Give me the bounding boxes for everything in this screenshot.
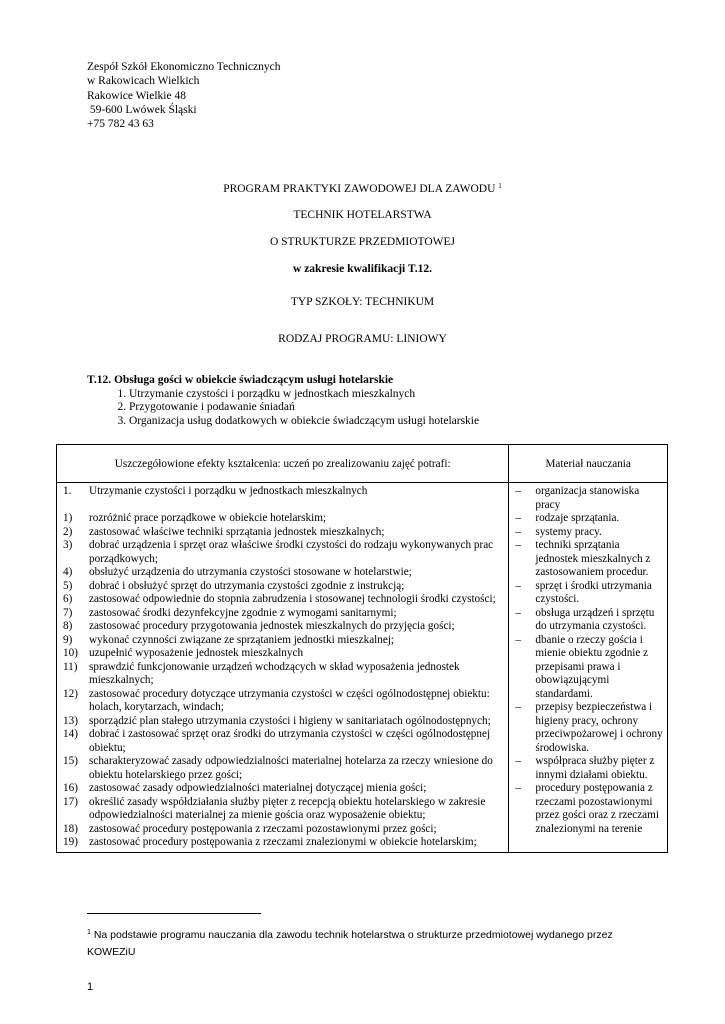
material-dash: – bbox=[515, 755, 521, 767]
footnote-text: Na podstawie programu nauczania dla zawodu technik hotelarstwa o strukturze przedmiotowej wydanego przez KOWEZiU bbox=[87, 929, 613, 958]
material-text: organizacja stanowiska pracy bbox=[535, 485, 640, 511]
section-list-item: 1. Utrzymanie czystości i porządku w jednostkach mieszkalnych bbox=[129, 388, 479, 402]
outcome-text: zastosować procedury dotyczące utrzymania czystości w części ogólnodostępnej obiektu: holach, korytarzach, windach; bbox=[89, 687, 490, 713]
profession-title: TECHNIK HOTELARSTWA bbox=[293, 209, 432, 221]
outcome-number: 11) bbox=[63, 660, 78, 673]
outcome-text: dobrać i obsłużyć sprzęt do utrzymania czystości zgodnie z instrukcją; bbox=[89, 579, 405, 592]
outcome-item bbox=[63, 661, 502, 688]
outcome-number: 4) bbox=[63, 566, 73, 578]
material-item bbox=[515, 512, 663, 526]
outcome-item bbox=[63, 566, 502, 580]
outcome-number: 13) bbox=[63, 714, 78, 727]
footnote bbox=[87, 925, 647, 960]
address-line: Zespół Szkół Ekonomiczno Technicznych bbox=[87, 61, 281, 73]
outcome-item bbox=[63, 580, 502, 594]
section-list bbox=[87, 388, 479, 429]
material-cell bbox=[509, 483, 667, 838]
qualification-title: w zakresie kwalifikacji T.12. bbox=[293, 263, 432, 275]
outcome-text: zastosować procedury postępowania z rzeczami pozostawionymi przez gości; bbox=[89, 822, 437, 835]
footnote-separator bbox=[87, 913, 261, 914]
outcome-text: zastosować procedury postępowania z rzeczami znalezionymi w obiekcie hotelarskim; bbox=[89, 836, 477, 848]
footnote-number: 1 bbox=[87, 929, 91, 936]
material-dash: – bbox=[515, 633, 521, 646]
outcome-text: uzupełnić wyposażenie jednostek mieszkalnych bbox=[89, 647, 304, 659]
material-text: dbanie o rzeczy gościa i mienie obiektu zgodnie z przepisami prawa i obowiązującymi standardami. bbox=[535, 633, 649, 700]
table-row bbox=[57, 483, 668, 853]
outcome-number: 3) bbox=[63, 539, 73, 551]
material-dash: – bbox=[515, 606, 521, 619]
outcome-number: 2) bbox=[63, 525, 73, 538]
structure-title: O STRUKTURZE PRZEDMIOTOWEJ bbox=[269, 236, 456, 248]
outcome-text: zastosować zasady odpowiedzialności materialnej dotyczącej mienia gości; bbox=[89, 782, 427, 794]
outcome-number: 5) bbox=[63, 579, 73, 592]
school-type: TYP SZKOŁY: TECHNIKUM bbox=[290, 296, 435, 308]
outcome-item bbox=[63, 620, 502, 634]
program-title-text: PROGRAM PRAKTYKI ZAWODOWEJ DLA ZAWODU bbox=[223, 183, 496, 195]
material-item bbox=[515, 755, 663, 782]
section-heading: T.12. Obsługa gości w obiekcie świadczącym usługi hotelarskie bbox=[87, 374, 394, 386]
material-item bbox=[515, 782, 663, 836]
outcome-number: 8) bbox=[63, 620, 73, 632]
outcome-text: wykonać czynności związane ze sprzątaniem jednostki mieszkalnej; bbox=[89, 633, 395, 646]
material-text: rodzaje sprzątania. bbox=[535, 512, 620, 524]
outcome-text: dobrać urządzenia i sprzęt oraz właściwe środki czystości do rodzaju wykonywanych prac porządkowych; bbox=[89, 539, 494, 565]
group-number: 1. bbox=[63, 485, 72, 497]
address-line: 59-600 Lwówek Śląski bbox=[87, 103, 197, 116]
material-text: sprzęt i środki utrzymania czystości. bbox=[535, 579, 652, 605]
outcome-item bbox=[63, 728, 502, 755]
program-title bbox=[0, 182, 725, 195]
outcome-number: 10) bbox=[63, 647, 78, 659]
address-line: w Rakowicach Wielkich bbox=[87, 75, 200, 88]
outcome-text: sporządzić plan stałego utrzymania czystości i higieny w sanitariatach ogólnodostępnych; bbox=[89, 714, 491, 727]
outcome-item bbox=[63, 539, 502, 566]
outcome-number: 16) bbox=[63, 782, 78, 794]
outcome-text: określić zasady współdziałania służby pięter z recepcją obiektu hotelarskiego w zakresie odpowiedzialności materialnej za mienie gościa oraz wyposażenie obiektu; bbox=[89, 795, 486, 821]
material-text: procedury postępowania z rzeczami pozostawionymi przez gości oraz z rzeczami znalezionymi na terenie bbox=[535, 782, 659, 835]
page-number: 1 bbox=[87, 981, 94, 993]
outcome-item bbox=[63, 688, 502, 715]
material-text: współpraca służby pięter z innymi działami obiektu. bbox=[535, 755, 655, 781]
outcome-text: dobrać i zastosować sprzęt oraz środki do utrzymania czystości w części ogólnodostępnej obiektu; bbox=[89, 728, 491, 754]
material-text: systemy pracy. bbox=[535, 525, 602, 538]
outcome-item bbox=[63, 782, 502, 796]
outcome-number: 15) bbox=[63, 755, 78, 767]
material-item bbox=[515, 526, 663, 540]
outcome-number: 6) bbox=[63, 593, 73, 605]
outcome-number: 1) bbox=[63, 512, 73, 524]
header-outcomes: Uszczegółowione efekty kształcenia: uczeń po zrealizowaniu zajęć potrafi: bbox=[57, 445, 509, 483]
outcome-item bbox=[63, 647, 502, 661]
material-item bbox=[515, 634, 663, 702]
header-material: Materiał nauczania bbox=[509, 445, 668, 483]
outcome-item bbox=[63, 607, 502, 621]
outcome-text: scharakteryzować zasady odpowiedzialności materialnej hotelarza za rzeczy wniesione do obiektu hotelarskiego przez gości; bbox=[89, 755, 493, 781]
outcome-number: 18) bbox=[63, 822, 78, 835]
material-dash: – bbox=[515, 579, 521, 592]
material-dash: – bbox=[515, 701, 521, 713]
outcome-number: 17) bbox=[63, 795, 78, 808]
outcome-text: zastosować procedury przygotowania jednostek mieszkalnych do przyjęcia gości; bbox=[89, 620, 455, 632]
group-title bbox=[63, 485, 502, 499]
outcome-number: 19) bbox=[63, 836, 78, 848]
outcome-text: zastosować środki dezynfekcyjne zgodnie z wymogami sanitarnymi; bbox=[89, 606, 397, 619]
outcome-item bbox=[63, 715, 502, 729]
outcome-text: rozróżnić prace porządkowe w obiekcie hotelarskim; bbox=[89, 512, 327, 524]
outcome-item bbox=[63, 593, 502, 607]
outcome-item bbox=[63, 796, 502, 823]
material-item bbox=[515, 580, 663, 607]
table-header-row bbox=[57, 445, 668, 483]
material-item bbox=[515, 607, 663, 634]
outcome-item bbox=[63, 823, 502, 837]
material-text: techniki sprzątania jednostek mieszkalnych z zastosowaniem procedur. bbox=[535, 539, 651, 578]
outcome-item bbox=[63, 526, 502, 540]
address-line: Rakowice Wielkie 48 bbox=[87, 89, 186, 102]
curriculum-table bbox=[56, 444, 668, 853]
material-item bbox=[515, 539, 663, 580]
outcome-item bbox=[63, 836, 502, 850]
material-dash: – bbox=[515, 512, 521, 524]
outcome-text: sprawdzić funkcjonowanie urządzeń wchodzących w skład wyposażenia jednostek mieszkalnych; bbox=[89, 660, 460, 686]
outcome-text: obsłużyć urządzenia do utrzymania czystości stosowane w hotelarstwie; bbox=[89, 566, 412, 578]
section-list-item: 3. Organizacja usług dodatkowych w obiekcie świadczącym usługi hotelarskie bbox=[129, 415, 479, 429]
outcome-number: 7) bbox=[63, 606, 73, 619]
material-dash: – bbox=[515, 485, 521, 497]
outcome-item bbox=[63, 512, 502, 526]
address-line: +75 782 43 63 bbox=[87, 118, 154, 131]
material-dash: – bbox=[515, 525, 521, 538]
footnote-ref: 1 bbox=[498, 182, 502, 190]
outcome-text: zastosować odpowiednie do stopnia zabrudzenia i stosowanej technologii środki czystości; bbox=[89, 593, 496, 605]
outcome-item bbox=[63, 634, 502, 648]
material-text: obsługa urządzeń i sprzętu do utrzymania czystości. bbox=[535, 606, 655, 632]
outcome-text: zastosować właściwe techniki sprzątania jednostek mieszkalnych; bbox=[89, 525, 385, 538]
material-dash: – bbox=[515, 782, 521, 794]
material-text: przepisy bezpieczeństwa i higieny pracy, ochrony przeciwpożarowej i ochrony środowiska. bbox=[535, 701, 663, 754]
outcome-item bbox=[63, 755, 502, 782]
material-item bbox=[515, 701, 663, 755]
outcome-number: 9) bbox=[63, 633, 73, 646]
group-title-text: Utrzymanie czystości i porządku w jednostkach mieszkalnych bbox=[89, 485, 368, 497]
outcome-number: 12) bbox=[63, 687, 78, 700]
school-address bbox=[87, 60, 280, 131]
qualification-section bbox=[87, 374, 479, 429]
section-list-item: 2. Przygotowanie i podawanie śniadań bbox=[129, 401, 479, 415]
material-dash: – bbox=[515, 539, 521, 551]
outcomes-cell bbox=[57, 483, 508, 852]
outcome-number: 14) bbox=[63, 728, 78, 740]
program-type: RODZAJ PROGRAMU: LINIOWY bbox=[278, 333, 447, 345]
material-item bbox=[515, 485, 663, 512]
